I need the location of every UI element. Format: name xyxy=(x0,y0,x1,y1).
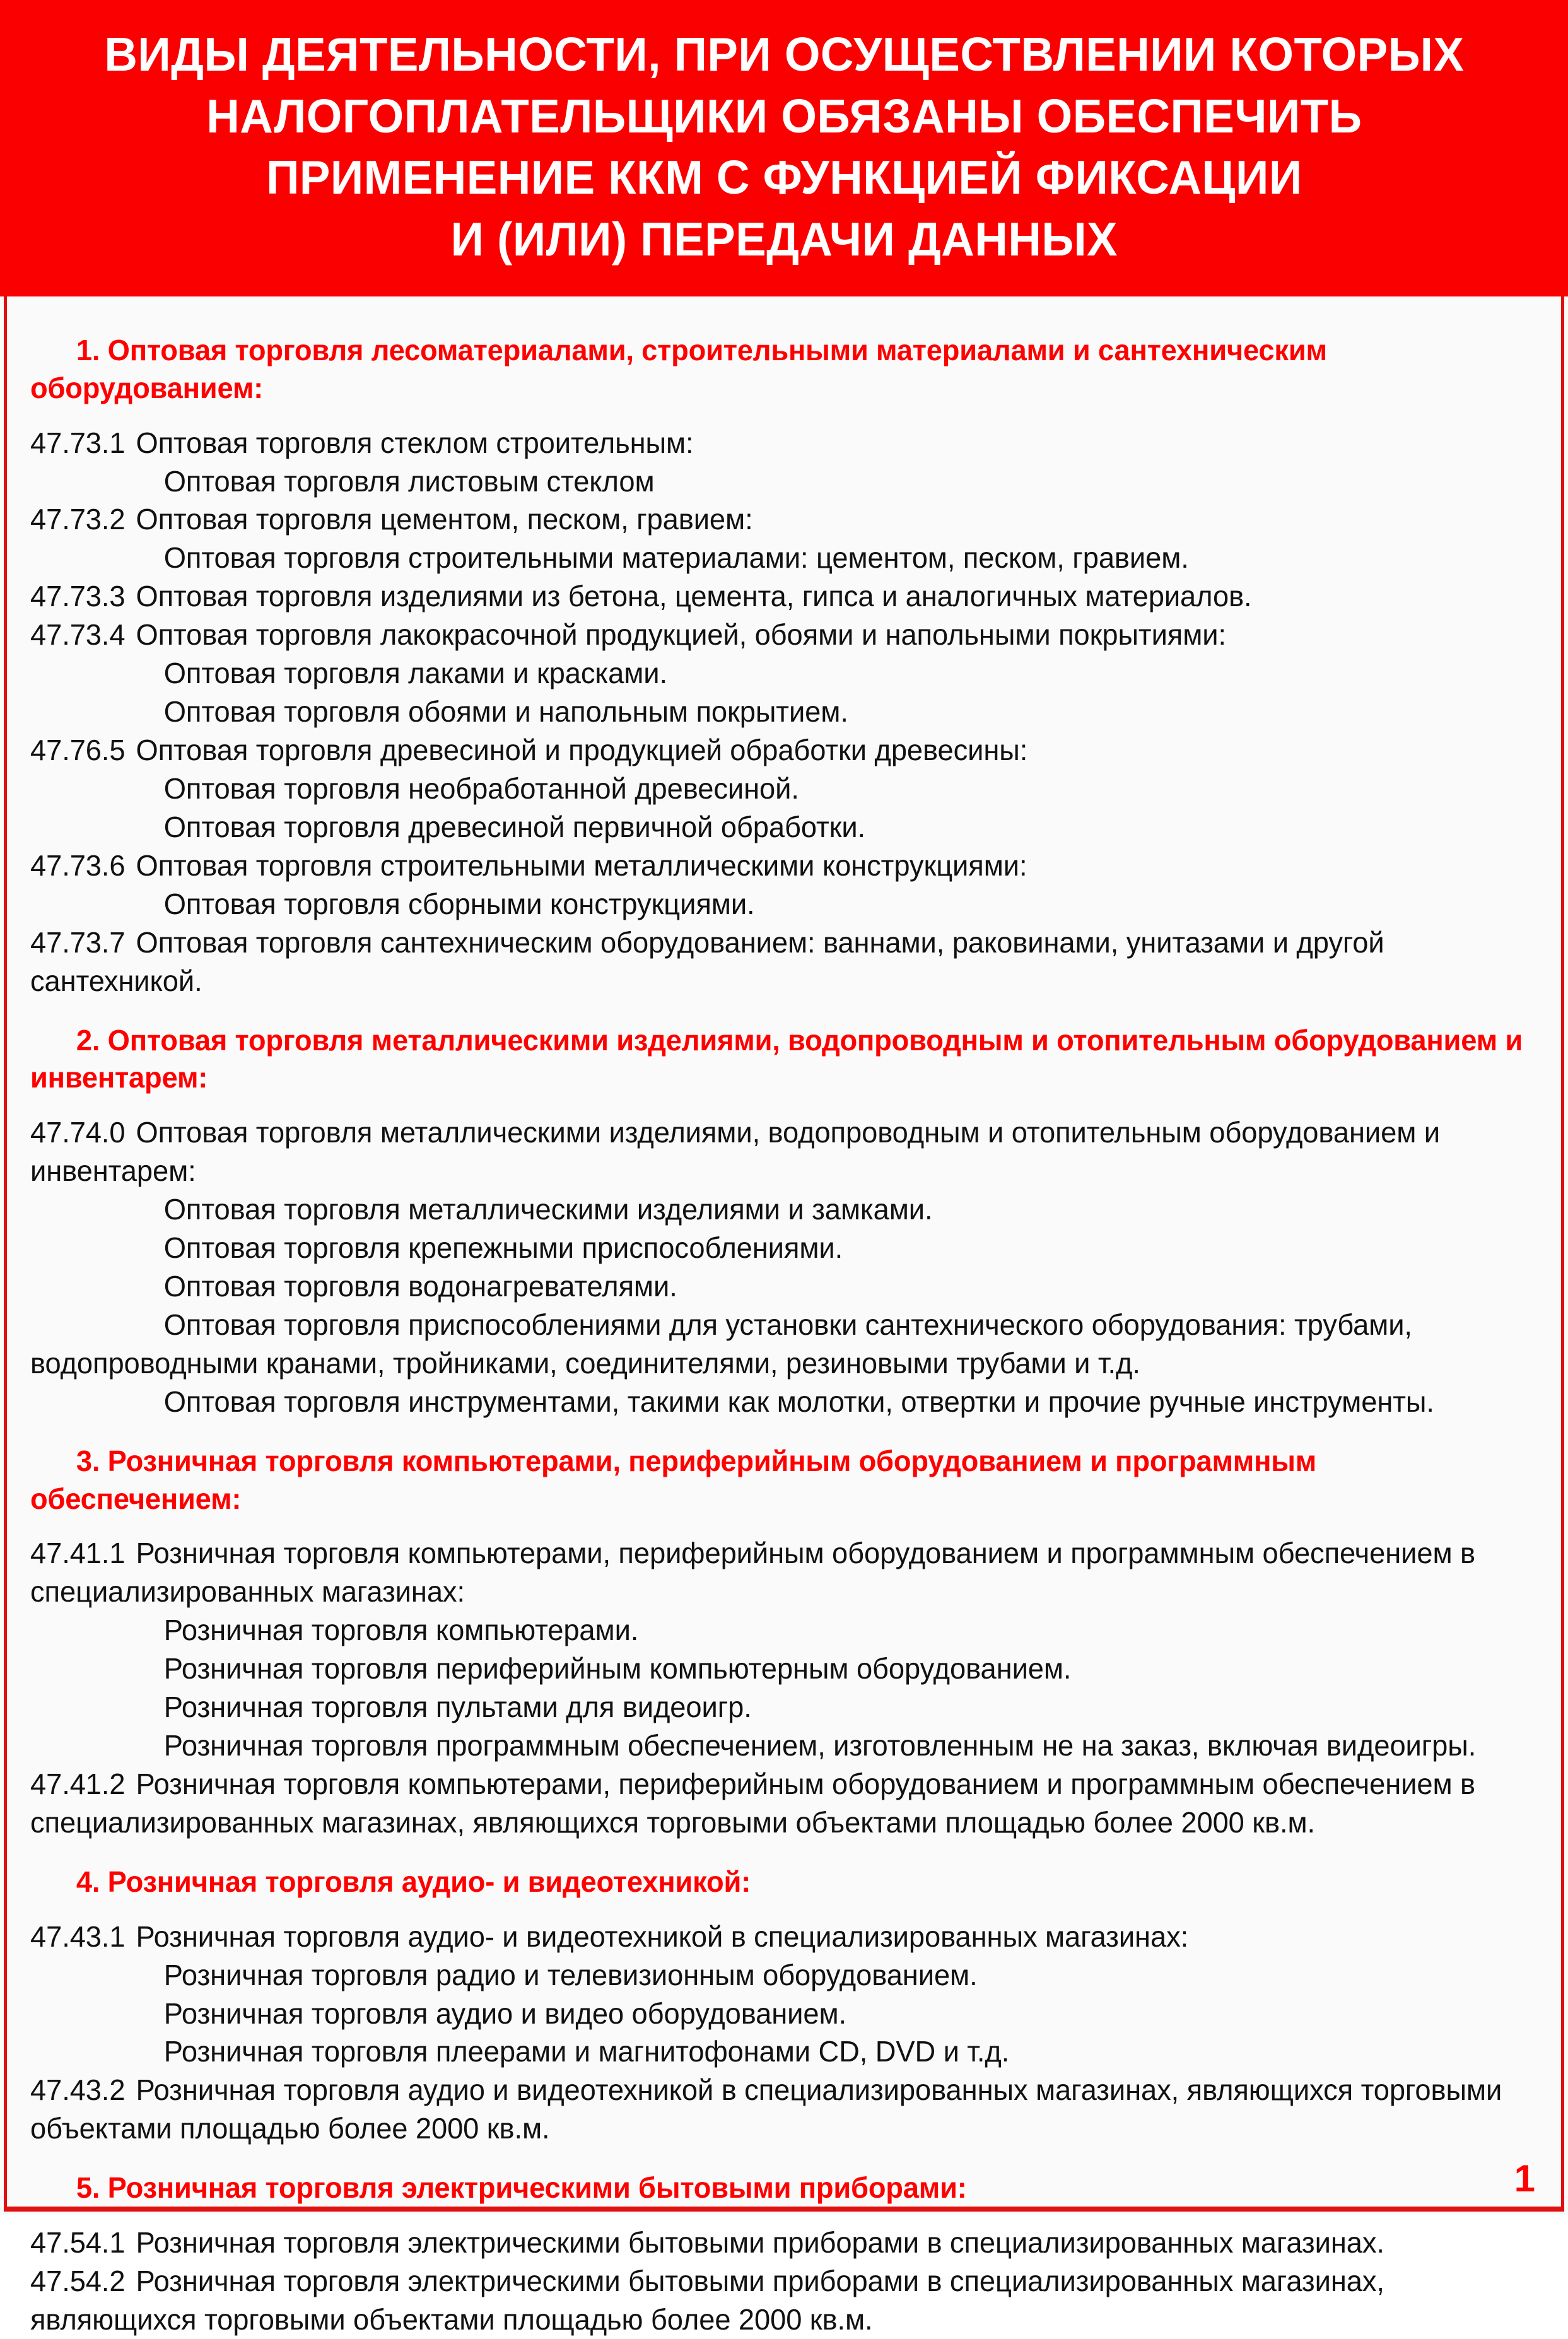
activity-code: 47.43.2 xyxy=(30,2073,126,2107)
activity-code: 47.74.0 xyxy=(30,1116,126,1149)
sub-activity-line: Оптовая торговля приспособлениями для установки сантехнического оборудования: трубами, водопроводными кранами, тройниками, соединителями, резиновыми трубами и т.д. xyxy=(30,1308,1412,1380)
sub-activity-line: Розничная торговля компьютерами. xyxy=(163,1614,639,1647)
activity-description: Розничная торговля аудио- и видеотехникой в специализированных магазинах: xyxy=(136,1920,1189,1953)
activity-description: Розничная торговля электрическими бытовыми приборами в специализированных магазинах, являющихся торговыми объектами площадью более 2000 кв.м. xyxy=(30,2265,1384,2336)
activity-code: 47.73.4 xyxy=(30,618,126,652)
sub-activity-line: Розничная торговля пультами для видеоигр. xyxy=(163,1691,752,1724)
activity-description: Оптовая торговля стеклом строительным: xyxy=(136,426,694,459)
activity-entry xyxy=(30,1113,1531,1190)
activity-code: 47.73.6 xyxy=(30,848,126,882)
activity-description: Оптовая торговля древесиной и продукцией обработки древесины: xyxy=(136,734,1028,767)
activity-entry xyxy=(30,424,1531,462)
sub-activity-line: Оптовая торговля водонагревателями. xyxy=(163,1270,677,1303)
activity-description: Оптовая торговля лакокрасочной продукцией, обоями и напольными покрытиями: xyxy=(136,618,1226,652)
activity-description: Оптовая торговля сантехническим оборудованием: ваннами, раковинами, унитазами и другой сантехникой. xyxy=(30,925,1384,997)
activity-description: Оптовая торговля цементом, песком, гравием: xyxy=(136,503,753,536)
activity-code: 47.73.2 xyxy=(30,503,126,536)
document-title-line: ВИДЫ ДЕЯТЕЛЬНОСТИ, ПРИ ОСУЩЕСТВЛЕНИИ КОТОРЫХ xyxy=(103,28,1465,81)
sub-activity-line: Оптовая торговля металлическими изделиями и замками. xyxy=(163,1193,933,1226)
activity-description: Розничная торговля аудио и видеотехникой в специализированных магазинах, являющихся торговыми объектами площадью более 2000 кв.м. xyxy=(30,2073,1502,2145)
activity-entry xyxy=(30,2262,1531,2339)
section-heading: 4. Розничная торговля аудио- и видеотехникой: xyxy=(76,1865,751,1898)
page-number: 1 xyxy=(1514,2157,1535,2200)
activity-description: Оптовая торговля строительными металлическими конструкциями: xyxy=(136,848,1027,882)
activity-code: 47.73.1 xyxy=(30,426,126,459)
activity-entry xyxy=(30,731,1531,770)
activity-entry xyxy=(30,577,1531,616)
activity-description: Розничная торговля компьютерами, периферийным оборудованием и программным обеспечением в специализированных магазинах, являющихся торговыми объектами площадью более 2000 кв.м. xyxy=(30,1767,1476,1839)
document-title-line: НАЛОГОПЛАТЕЛЬЩИКИ ОБЯЗАНЫ ОБЕСПЕЧИТЬ xyxy=(206,89,1362,143)
activity-entry xyxy=(30,1534,1531,1611)
document-body xyxy=(0,296,1568,2336)
activity-code: 47.54.1 xyxy=(30,2226,126,2260)
activity-description: Оптовая торговля металлическими изделиями, водопроводным и отопительным оборудованием и инвентарем: xyxy=(30,1116,1440,1188)
activity-entry xyxy=(30,616,1531,654)
document-title-line: И (ИЛИ) ПЕРЕДАЧИ ДАННЫХ xyxy=(450,212,1118,266)
activity-code: 47.76.5 xyxy=(30,734,126,767)
section-heading: 2. Оптовая торговля металлическими изделиями, водопроводным и отопительным оборудованием и инвентарем: xyxy=(30,1023,1523,1094)
activity-entry xyxy=(30,847,1531,885)
section-heading: 3. Розничная торговля компьютерами, периферийным оборудованием и программным обеспечением: xyxy=(30,1444,1317,1515)
activity-entry xyxy=(30,1918,1531,1956)
sub-activity-line: Розничная торговля радио и телевизионным оборудованием. xyxy=(163,1958,978,1991)
activity-code: 47.41.1 xyxy=(30,1537,126,1570)
sub-activity-line: Оптовая торговля обоями и напольным покрытием. xyxy=(163,695,848,729)
sub-activity-line: Розничная торговля программным обеспечением, изготовленным не на заказ, включая видеоигры. xyxy=(163,1729,1477,1762)
activity-entry xyxy=(30,923,1531,1000)
activity-description: Оптовая торговля изделиями из бетона, цемента, гипса и аналогичных материалов. xyxy=(136,580,1252,613)
document-header-banner xyxy=(0,0,1568,296)
activity-entry xyxy=(30,2071,1531,2148)
section-heading: 5. Розничная торговля электрическими бытовыми приборами: xyxy=(76,2171,967,2205)
activity-code: 47.41.2 xyxy=(30,1767,126,1800)
activity-entry xyxy=(30,500,1531,539)
sub-activity-line: Розничная торговля аудио и видео оборудованием. xyxy=(163,1996,847,2030)
sub-activity-line: Оптовая торговля инструментами, такими как молотки, отвертки и прочие ручные инструменты. xyxy=(163,1385,1434,1418)
activity-code: 47.43.1 xyxy=(30,1920,126,1953)
sub-activity-line: Розничная торговля периферийным компьютерным оборудованием. xyxy=(163,1652,1072,1685)
sub-activity-line: Оптовая торговля древесиной первичной обработки. xyxy=(163,810,866,843)
activity-code: 47.73.3 xyxy=(30,580,126,613)
sub-activity-line: Оптовая торговля строительными материалами: цементом, песком, гравием. xyxy=(163,541,1189,575)
activity-entry xyxy=(30,2224,1531,2262)
activity-description: Розничная торговля компьютерами, периферийным оборудованием и программным обеспечением в специализированных магазинах: xyxy=(30,1537,1476,1609)
activity-code: 47.73.7 xyxy=(30,925,126,959)
activity-description: Розничная торговля электрическими бытовыми приборами в специализированных магазинах. xyxy=(136,2226,1384,2260)
document-title-line: ПРИМЕНЕНИЕ ККМ С ФУНКЦИЕЙ ФИКСАЦИИ xyxy=(266,151,1302,204)
sub-activity-line: Розничная торговля плеерами и магнитофонами CD, DVD и т.д. xyxy=(163,2035,1010,2068)
activity-code: 47.54.2 xyxy=(30,2265,126,2297)
sub-activity-line: Оптовая торговля крепежными приспособлениями. xyxy=(163,1231,843,1265)
sub-activity-line: Оптовая торговля листовым стеклом xyxy=(163,464,655,498)
sub-activity-line: Оптовая торговля сборными конструкциями. xyxy=(163,887,755,920)
activity-entry xyxy=(30,1765,1531,1842)
sub-activity-line: Оптовая торговля необработанной древесиной. xyxy=(163,772,799,806)
document-title xyxy=(83,24,1485,270)
section-heading: 1. Оптовая торговля лесоматериалами, строительными материалами и сантехническим оборудованием: xyxy=(30,334,1327,404)
sub-activity-line: Оптовая торговля лаками и красками. xyxy=(163,657,667,690)
